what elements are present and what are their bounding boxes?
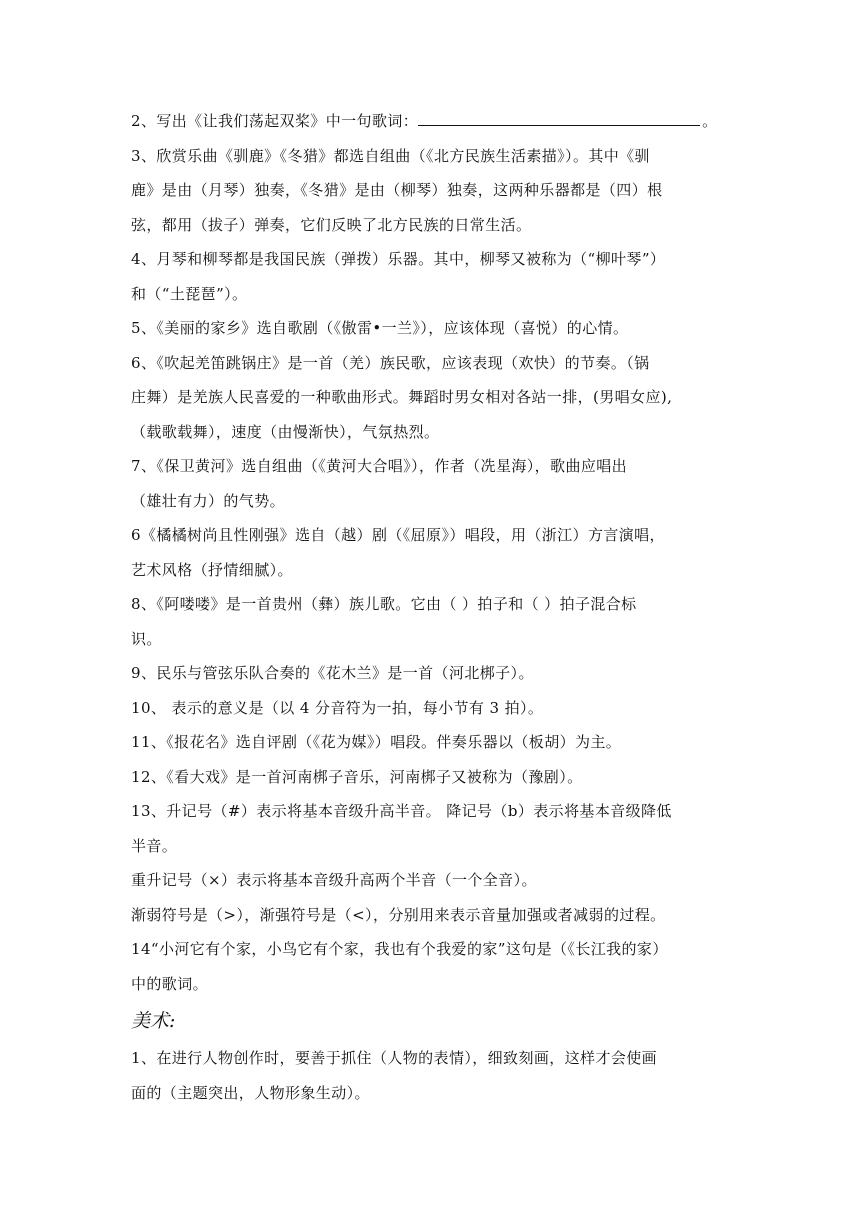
question-9-line: 9、民乐与管弦乐队合奏的《花木兰》是一首（河北梆子）。 (131, 664, 534, 682)
question-6b-line-2: 艺术风格（抒情细腻）。 (131, 560, 293, 579)
question-13-line-4: 渐弱符号是（>），渐强符号是（<），分别用来表示音量加强或者减弱的过程。 (131, 905, 666, 924)
question-3-line-3: 弦，都用（拔子）弹奏，它们反映了北方民族的日常生活。 (131, 215, 532, 234)
question-6-line-2: 庄舞）是羌族人民喜爱的一种歌曲形式。舞蹈时男女相对各站一排，(男唱女应), (131, 388, 673, 406)
question-7-line-1: 7、《保卫黄河》选自组曲（《黄河大合唱》），作者（冼星海），歌曲应唱出 (131, 457, 628, 475)
answer-blank[interactable] (418, 111, 700, 126)
question-5-line: 5、《美丽的家乡》选自歌剧（《傲雷•一兰》），应该体现（喜悦）的心情。 (131, 319, 629, 337)
question-6-line-3: （载歌载舞），速度（由慢渐快），气氛热烈。 (131, 422, 440, 441)
question-10-line: 10、 表示的意义是（以 4 分音符为一拍，每小节有 3 拍）。 (131, 698, 544, 717)
question-13-line-3: 重升记号（×）表示将基本音级升高两个半音（一个全音）。 (131, 871, 537, 889)
question-12-line: 12、《看大戏》是一首河南梆子音乐，河南梆子又被称为（豫剧）。 (131, 767, 583, 786)
question-6-line-1: 6、《吹起羌笛跳锅庄》是一首（羌）族民歌，应该表现（欢快）的节奏。（锅 (131, 353, 650, 372)
art-section-title: 美术: (131, 1010, 176, 1032)
question-6b-line-1: 6《橘橘树尚且性刚强》选自（越）剧（《屈原》）唱段，用（浙江）方言演唱， (131, 526, 665, 544)
document-content (131, 104, 731, 1110)
art-question-1-line-1: 1、在进行人物创作时，要善于抓住（人物的表情），细致刻画，这样才会使画 (131, 1049, 658, 1067)
question-2-text: 2、写出《让我们荡起双桨》中一句歌词： (131, 112, 419, 130)
art-question-1-line-2: 面的（主题突出，人物形象生动）。 (131, 1083, 370, 1102)
question-8-line-2: 识。 (131, 629, 162, 648)
question-3-line-2: 鹿》是由（月琴）独奏，《冬猎》是由（柳琴）独奏，这两种乐器都是（四）根 (131, 181, 663, 199)
question-13-line-1: 13、升记号（#）表示将基本音级升高半音。 降记号（b）表示将基本音级降低 (131, 802, 672, 820)
question-2-suffix: 。 (702, 112, 718, 130)
question-14-line-2: 中的歌词。 (131, 974, 209, 993)
question-11-line: 11、《报花名》选自评剧（《花为媒》）唱段。伴奏乐器以（板胡）为主。 (131, 733, 622, 751)
question-4-line-2: 和（“土琵琶”）。 (131, 284, 248, 303)
question-4-line-1: 4、月琴和柳琴都是我国民族（弹拨）乐器。其中，柳琴又被称为（“柳叶琴”） (131, 250, 666, 268)
question-2-line (131, 104, 731, 139)
question-13-line-2: 半音。 (131, 836, 178, 855)
question-14-line-1: 14“小河它有个家，小鸟它有个家，我也有个我爱的家”这句是（《长江我的家） (131, 940, 668, 958)
question-7-line-2: （雄壮有力）的气势。 (131, 491, 286, 510)
question-3-line-1: 3、欣赏乐曲《驯鹿》《冬猎》都选自组曲（《北方民族生活素描》）。其中《驯 (131, 146, 650, 165)
question-8-line-1: 8、《阿喽喽》是一首贵州（彝）族儿歌。它由（ ）拍子和（ ）拍子混合标 (131, 595, 637, 613)
